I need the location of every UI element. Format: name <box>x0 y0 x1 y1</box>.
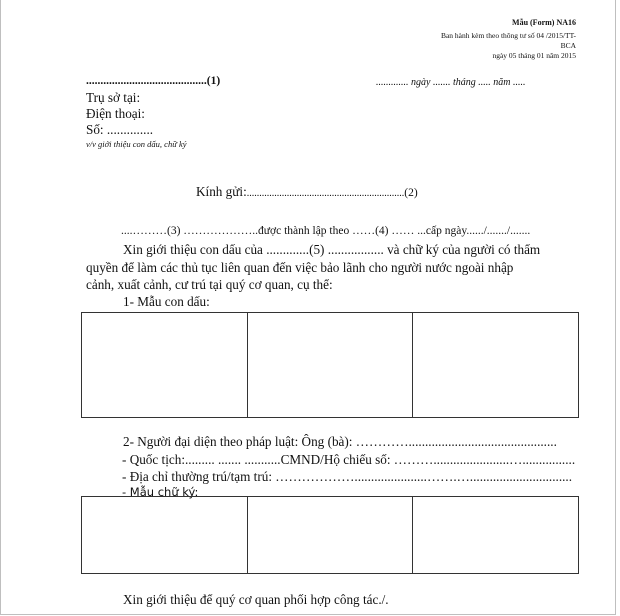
signature-sample-table <box>81 496 579 574</box>
recipient-dots: ............................................................... <box>246 188 405 199</box>
address-label: Trụ sở tại: <box>86 90 141 105</box>
representative-line: 2- Người đại diện theo pháp luật: Ông (bà): …………............................................. <box>123 434 557 449</box>
seal-sample-table <box>81 312 579 418</box>
number-label: Số: .............. <box>86 122 154 137</box>
body-line-2: Xin giới thiệu con dấu của .............(5) ................. và chữ ký của người có thẩm <box>123 242 541 257</box>
recipient-ref: (2) <box>404 187 418 199</box>
seal-sample-label: 1- Mẫu con dấu: <box>123 294 210 309</box>
seal-cell-1 <box>82 313 248 417</box>
body-line-1: ....………(3) ………………..được thành lập theo ……(4) …… ...cấp ngày....../......./....... <box>121 225 531 237</box>
phone-label: Điện thoại: <box>86 106 145 121</box>
issued-line-1: Ban hành kèm theo thông tư số 04 /2015/TT- <box>440 31 576 40</box>
org-line: ..........................................(1) <box>86 75 221 87</box>
subject-line: v/v giới thiệu con dấu, chữ ký <box>86 139 187 149</box>
recipient-label: Kính gửi: <box>196 184 247 199</box>
nationality-line: - Quốc tịch:......... ....... ...........CMND/Hộ chiếu số: ……….......................…................ <box>122 452 576 467</box>
body-line-4: cảnh, xuất cảnh, cư trú tại quý cơ quan, cụ thể: <box>86 277 333 292</box>
signature-sample-label: - Mẫu chữ ký: <box>122 485 199 499</box>
form-title: Mẫu (Form) NA16 <box>512 18 576 27</box>
body-line-3: quyền để làm các thủ tục liên quan đến việc bảo lãnh cho người nước ngoài nhập <box>86 260 514 275</box>
recipient-line <box>196 183 418 201</box>
seal-cell-3 <box>413 313 578 417</box>
issued-line-3: ngày 05 tháng 01 năm 2015 <box>492 51 576 60</box>
form-header <box>441 18 576 61</box>
closing-line: Xin giới thiệu để quý cơ quan phối hợp công tác./. <box>123 592 389 607</box>
date-line: ............. ngày ....... tháng ..... năm ..... <box>376 77 526 88</box>
seal-cell-2 <box>248 313 414 417</box>
residence-line: - Địa chỉ thường trú/tạm trú: ………………......................…….…............................... <box>122 469 573 484</box>
signature-cell-2 <box>248 497 414 573</box>
signature-cell-1 <box>82 497 248 573</box>
signature-cell-3 <box>413 497 578 573</box>
issued-line-2: BCA <box>560 41 576 50</box>
